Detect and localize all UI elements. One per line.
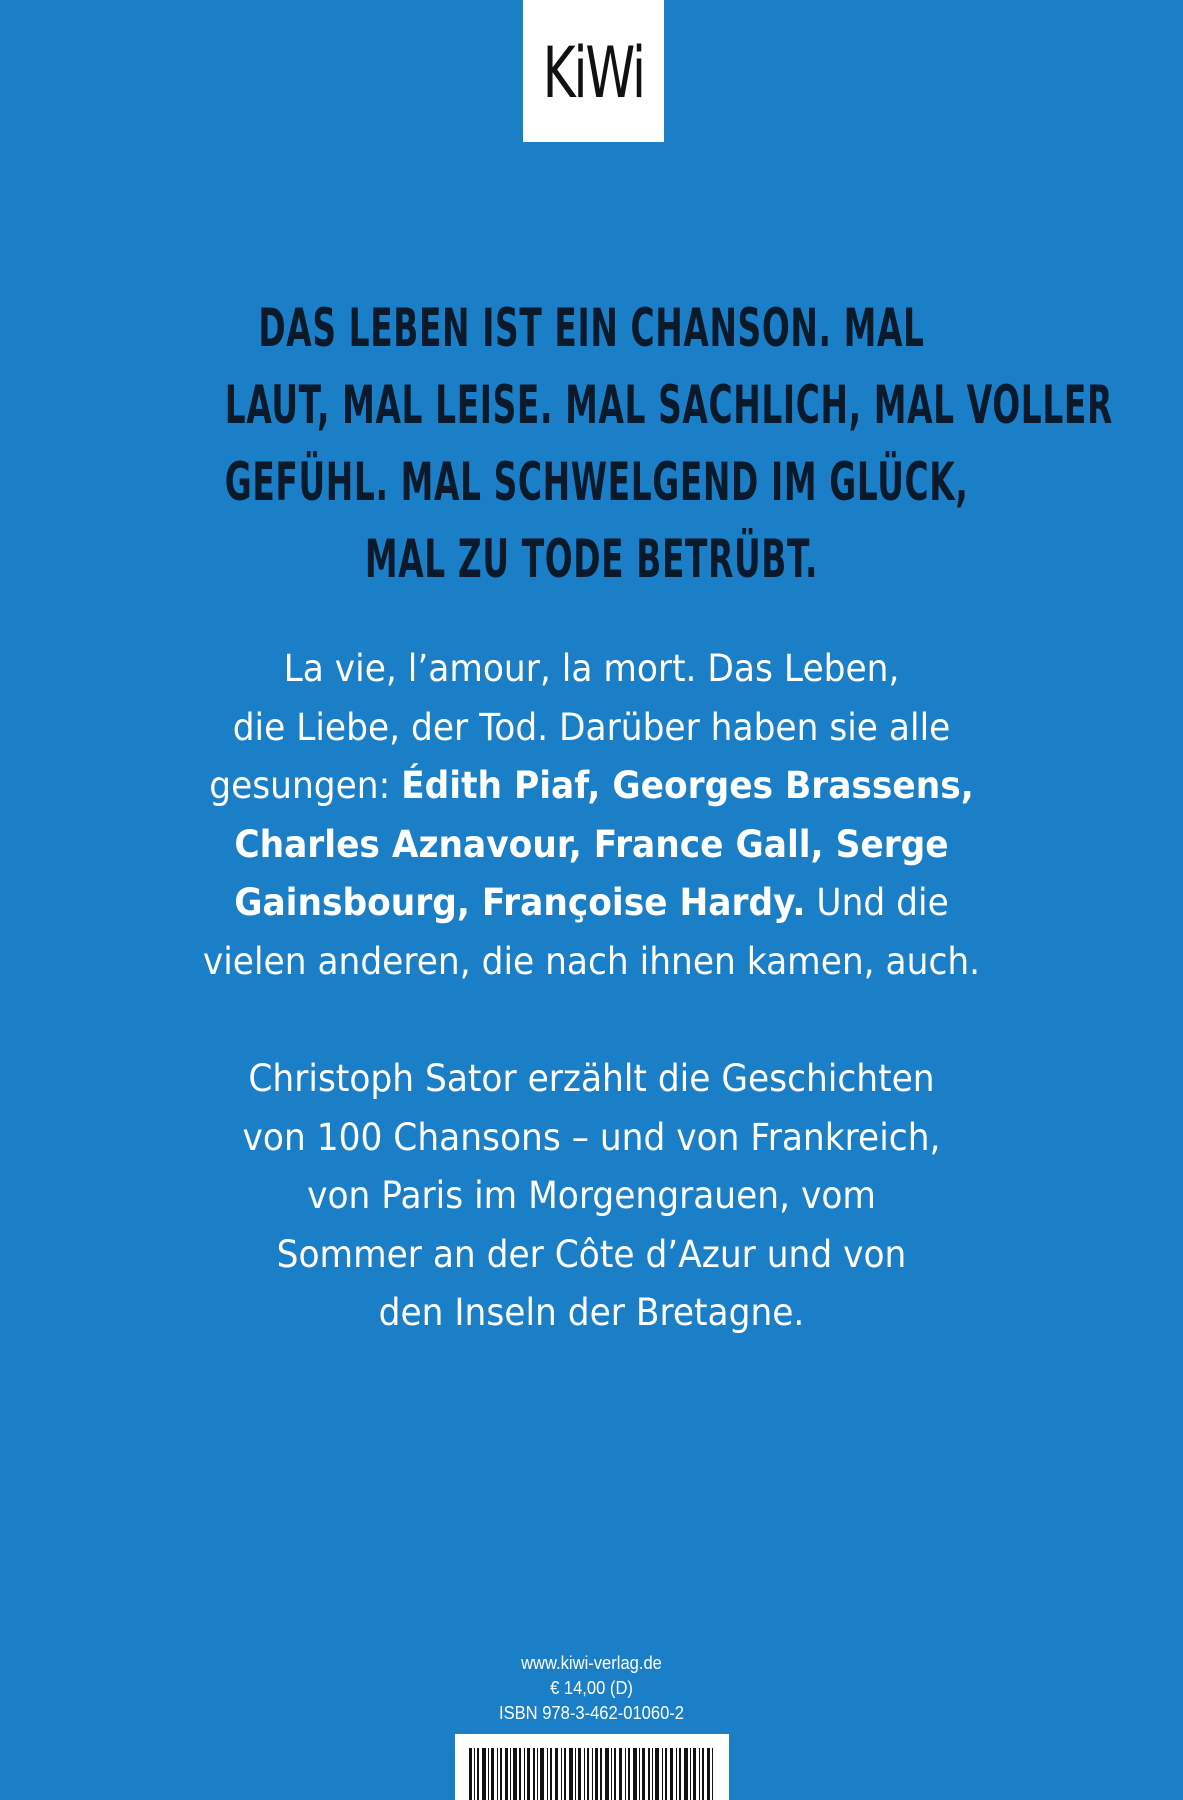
publisher-logo — [523, 0, 664, 142]
headline-line: MAL ZU TODE BETRÜBT. — [364, 529, 819, 590]
blurb-line: Sommer an der Côte d’Azur und von — [276, 1232, 907, 1276]
blurb-line: die Liebe, der Tod. Darüber haben sie alle — [232, 705, 951, 749]
artist-names: Gainsbourg, Françoise Hardy. — [234, 881, 806, 924]
publication-info — [0, 1651, 1183, 1726]
blurb-line: von 100 Chansons – und von Frankreich, — [242, 1115, 941, 1159]
blurb-line: La vie, l’amour, la mort. Das Leben, — [283, 647, 900, 690]
artist-names: Édith Piaf, Georges Brassens, — [401, 764, 974, 807]
headline-line: GEFÜHL. MAL SCHWELGEND IM GLÜCK, — [224, 452, 969, 513]
blurb-paragraph-1 — [0, 640, 1183, 991]
barcode-icon — [455, 1734, 729, 1800]
blurb-text: Und die — [805, 881, 949, 924]
blurb-line — [41, 816, 1141, 875]
headline-line: LAUT, MAL LEISE. MAL SACHLICH, MAL VOLLER — [224, 375, 1113, 436]
publisher-website: www.kiwi-verlag.de — [521, 1653, 662, 1673]
blurb-text: gesungen: — [209, 764, 402, 807]
artist-names: Charles Aznavour, France Gall, Serge — [234, 822, 949, 866]
headline-line: DAS LEBEN IST EIN CHANSON. MAL — [258, 298, 925, 359]
blurb-line: Christoph Sator erzählt die Geschichten — [248, 1057, 935, 1100]
isbn: ISBN 978-3-462-01060-2 — [498, 1703, 685, 1723]
blurb-line: den Inseln der Bretagne. — [378, 1291, 805, 1334]
logo-text: KiWi — [542, 32, 645, 114]
headline — [0, 290, 1183, 598]
price: € 14,00 (D) — [550, 1678, 633, 1698]
blurb-line: vielen anderen, die nach ihnen kamen, auch. — [202, 939, 981, 983]
blurb-line: von Paris im Morgengrauen, vom — [307, 1174, 876, 1217]
blurb-line — [41, 757, 1141, 816]
blurb-paragraph-2 — [0, 1050, 1183, 1343]
blurb-line — [41, 874, 1141, 933]
